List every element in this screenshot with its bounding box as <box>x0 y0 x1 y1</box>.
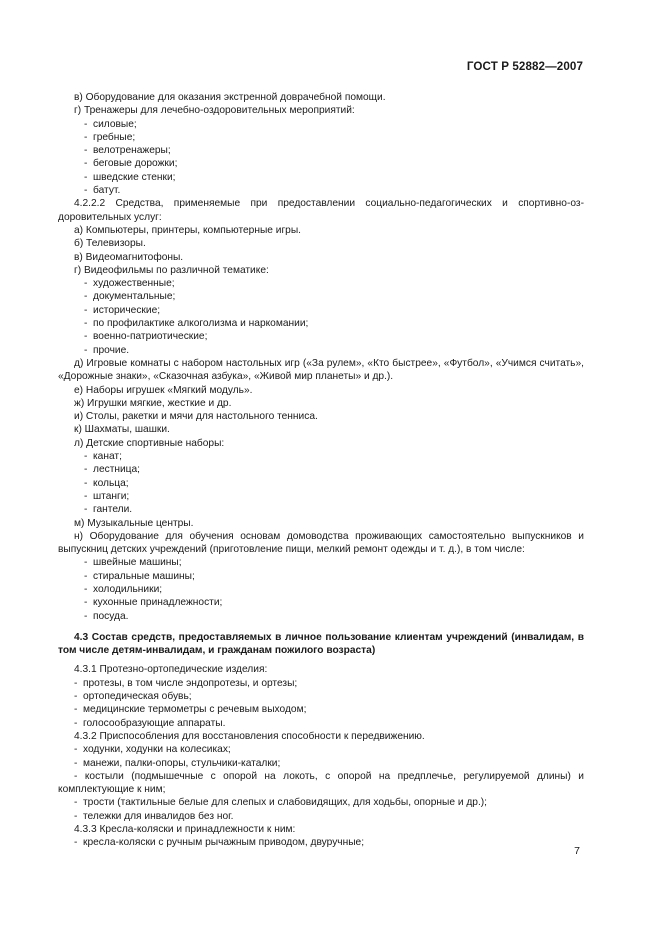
dash-item <box>58 743 584 756</box>
dash-marker: - <box>84 185 88 197</box>
list-item: и) Столы, ракетки и мячи для настольного тенниса. <box>74 411 318 423</box>
dash-marker: - <box>74 677 78 689</box>
dash-item-text: швейные машины; <box>93 557 182 569</box>
dash-item-text: военно-патриотические; <box>93 331 208 343</box>
dash-item <box>58 131 584 144</box>
dash-item <box>58 596 584 609</box>
dash-marker: - <box>84 490 88 502</box>
dash-item <box>58 344 584 357</box>
dash-item-text: тележки для инвалидов без ног. <box>83 810 234 822</box>
dash-item-text: стиральные машины; <box>93 570 195 582</box>
dash-marker: - <box>84 597 88 609</box>
section-heading-4-3: 4.3 Состав средств, предоставляемых в личное пользование клиентам учреждений (инвалидам, в том числе детям-инвалидам, и гражданам пожилого возраста) <box>58 631 584 657</box>
dash-marker: - <box>84 610 88 622</box>
list-item: в) Видеомагнитофоны. <box>74 251 184 263</box>
dash-marker: - <box>74 744 78 756</box>
dash-item <box>58 570 584 583</box>
dash-marker: - <box>84 477 88 489</box>
list-item: л) Детские спортивные наборы: <box>74 437 225 449</box>
dash-item-text: штанги; <box>93 490 130 502</box>
list-item: б) Телевизоры. <box>74 238 146 250</box>
dash-item <box>58 796 584 809</box>
dash-marker: - <box>74 837 78 849</box>
dash-item <box>58 171 584 184</box>
dash-marker: - <box>74 757 78 769</box>
dash-marker: - <box>84 318 88 330</box>
dash-item <box>58 610 584 623</box>
dash-item-text: силовые; <box>93 118 137 130</box>
dash-marker: - <box>84 171 88 183</box>
subsection-heading-4-3-1: 4.3.1 Протезно-ортопедические изделия: <box>74 664 268 676</box>
dash-marker: - <box>84 504 88 516</box>
dash-item <box>58 450 584 463</box>
list-item-board-games: д) Игровые комнаты с набором настольных игр («За рулем», «Кто быстрее», «Футбол», «Учимся считать», «Дорожные знаки», «Сказочная азбука», «Живой мир планеты» и др.). <box>58 357 584 383</box>
dash-item <box>58 157 584 170</box>
subsection-heading-4-3-2: 4.3.2 Приспособления для восстановления способности к передвижению. <box>74 730 425 742</box>
dash-marker: - <box>74 704 78 716</box>
spacer <box>58 623 584 631</box>
dash-item-text: прочие. <box>93 344 130 356</box>
dash-marker: - <box>84 145 88 157</box>
dash-item <box>58 757 584 770</box>
dash-item-text: медицинские термометры с речевым выходом; <box>83 704 307 716</box>
dash-item <box>58 118 584 131</box>
dash-item-text: канат; <box>93 451 122 463</box>
dash-item-text: ортопедическая обувь; <box>83 691 192 703</box>
dash-item-text: документальные; <box>93 291 176 303</box>
dash-marker: - <box>74 691 78 703</box>
page-number: 7 <box>574 845 580 857</box>
dash-item-text: холодильники; <box>93 583 163 595</box>
list-item: г) Тренажеры для лечебно-оздоровительных мероприятий: <box>74 105 355 117</box>
dash-item <box>58 330 584 343</box>
dash-item-text: исторические; <box>93 304 161 316</box>
list-item-household-training: н) Оборудование для обучения основам домоводства проживающих самостоятельно выпускников и выпускниц детских учреждений (приготовление пищи, мелкий ремонт одежды и т. д.), в том числе: <box>58 530 584 556</box>
list-item: г) Видеофильмы по различной тематике: <box>74 264 269 276</box>
dash-item-text: ходунки, ходунки на колесиках; <box>83 744 231 756</box>
standard-number: ГОСТ Р 52882—2007 <box>466 60 583 73</box>
dash-item <box>58 184 584 197</box>
dash-marker: - <box>84 464 88 476</box>
dash-item-text: беговые дорожки; <box>93 158 178 170</box>
dash-marker: - <box>84 331 88 343</box>
dash-item <box>58 304 584 317</box>
dash-item-text: протезы, в том числе эндопротезы, и ортезы; <box>83 677 298 689</box>
dash-marker: - <box>84 118 88 130</box>
dash-item-text: кресла-коляски с ручным рычажным приводом, двуручные; <box>83 837 365 849</box>
list-item: к) Шахматы, шашки. <box>74 424 170 436</box>
dash-item-text: по профилактике алкоголизма и наркомании; <box>93 318 309 330</box>
dash-item-text: гребные; <box>93 131 136 143</box>
dash-item <box>58 583 584 596</box>
dash-marker: - <box>84 570 88 582</box>
paragraph-4-2-2-2: 4.2.2.2 Средства, применяемые при предоставлении социально-педагогических и спортивно-оздоровительных услуг: <box>58 198 584 223</box>
dash-item-crutches <box>58 770 584 797</box>
dash-item <box>58 144 584 157</box>
dash-item <box>58 836 584 849</box>
dash-item-text: посуда. <box>93 610 129 622</box>
dash-item <box>58 556 584 569</box>
dash-item-text: лестница; <box>93 464 141 476</box>
dash-item <box>58 703 584 716</box>
dash-item <box>58 290 584 303</box>
subsection-heading-4-3-3: 4.3.3 Кресла-коляски и принадлежности к ним: <box>74 824 296 836</box>
dash-marker: - <box>84 131 88 143</box>
dash-item-text: костыли (подмышечные с опорой на локоть, с опорой на предплечье, регулируемой длины) и комплектующие к ним; <box>58 770 584 796</box>
dash-item-text: гантели. <box>93 504 133 516</box>
dash-marker: - <box>84 557 88 569</box>
document-body <box>58 91 584 850</box>
list-item: ж) Игрушки мягкие, жесткие и др. <box>74 397 232 409</box>
list-item: а) Компьютеры, принтеры, компьютерные игры. <box>74 224 301 236</box>
dash-marker: - <box>74 797 78 809</box>
dash-marker: - <box>84 278 88 290</box>
dash-marker: - <box>84 158 88 170</box>
dash-item <box>58 463 584 476</box>
dash-item-text: манежи, палки-опоры, стульчики-каталки; <box>83 757 281 769</box>
dash-item-text: трости (тактильные белые для слепых и слабовидящих, для ходьбы, опорные и др.); <box>83 797 488 809</box>
dash-item-text: художественные; <box>93 278 175 290</box>
dash-item <box>58 677 584 690</box>
dash-item-text: кухонные принадлежности; <box>93 597 223 609</box>
dash-marker: - <box>84 304 88 316</box>
dash-marker: - <box>84 344 88 356</box>
list-item: м) Музыкальные центры. <box>74 517 194 529</box>
dash-item-text: голосообразующие аппараты. <box>83 717 226 729</box>
dash-item <box>58 277 584 290</box>
dash-item <box>58 490 584 503</box>
list-item: в) Оборудование для оказания экстренной доврачебной помощи. <box>74 92 386 103</box>
dash-item <box>58 690 584 703</box>
dash-marker: - <box>84 583 88 595</box>
dash-item <box>58 317 584 330</box>
dash-item <box>58 503 584 516</box>
list-item: е) Наборы игрушек «Мягкий модуль». <box>74 384 253 396</box>
dash-item <box>58 477 584 490</box>
dash-marker: - <box>84 451 88 463</box>
dash-marker: - <box>74 717 78 729</box>
dash-marker: - <box>74 770 78 782</box>
dash-marker: - <box>74 810 78 822</box>
dash-item-text: велотренажеры; <box>93 145 171 157</box>
dash-item <box>58 810 584 823</box>
dash-item-text: шведские стенки; <box>93 171 176 183</box>
dash-marker: - <box>84 291 88 303</box>
dash-item-text: батут. <box>93 185 121 197</box>
dash-item <box>58 717 584 730</box>
dash-item-text: кольца; <box>93 477 129 489</box>
